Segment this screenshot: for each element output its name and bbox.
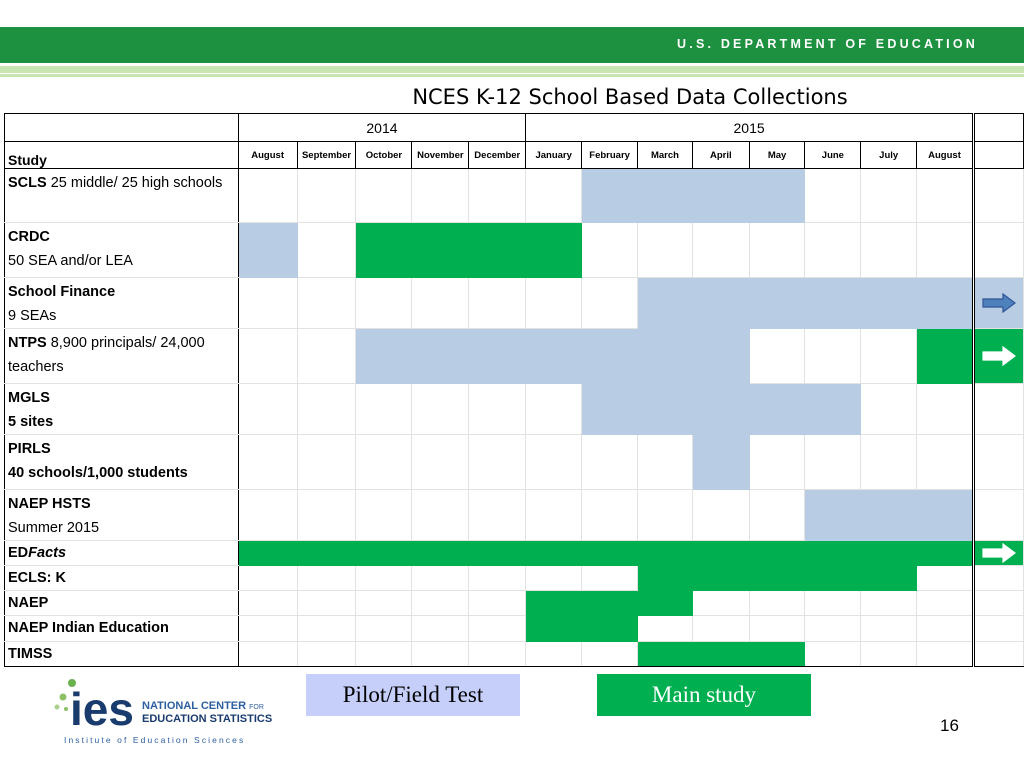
continuation-cell xyxy=(973,384,1023,435)
accent-stripe-thin xyxy=(0,74,1024,77)
month-cell xyxy=(297,278,356,329)
study-row xyxy=(5,490,1024,541)
month-cell xyxy=(356,329,412,384)
study-label xyxy=(5,169,239,223)
month-cell xyxy=(297,490,356,541)
month-cell xyxy=(861,566,917,591)
month-cell xyxy=(412,616,469,642)
month-cell xyxy=(638,223,693,278)
month-cell xyxy=(917,223,974,278)
page-title: NCES K-12 School Based Data Collections xyxy=(412,85,848,109)
agency-name: U.S. DEPARTMENT OF EDUCATION xyxy=(677,37,978,51)
month-cell xyxy=(469,541,526,566)
continuation-cell xyxy=(973,616,1023,642)
month-cell xyxy=(638,278,693,329)
month-cell xyxy=(238,223,297,278)
month-cell xyxy=(638,384,693,435)
month-header: February xyxy=(582,142,638,169)
study-name: SCLS xyxy=(8,175,47,191)
month-cell xyxy=(356,435,412,490)
month-cell xyxy=(749,490,805,541)
study-row xyxy=(5,169,1024,223)
month-cell xyxy=(805,490,861,541)
month-cell xyxy=(692,435,749,490)
month-cell xyxy=(582,642,638,667)
arrow-right-icon xyxy=(981,346,1017,366)
month-cell xyxy=(412,435,469,490)
month-cell xyxy=(861,642,917,667)
month-cell xyxy=(526,278,582,329)
month-cell xyxy=(692,384,749,435)
month-cell xyxy=(861,169,917,223)
month-cell xyxy=(469,566,526,591)
month-header: October xyxy=(356,142,412,169)
month-cell xyxy=(469,642,526,667)
month-cell xyxy=(526,329,582,384)
month-cell xyxy=(638,329,693,384)
month-cell xyxy=(749,278,805,329)
month-cell xyxy=(692,642,749,667)
study-row xyxy=(5,566,1024,591)
month-header: August xyxy=(238,142,297,169)
month-cell xyxy=(692,591,749,616)
study-name: School Finance xyxy=(8,284,116,300)
month-cell xyxy=(297,329,356,384)
month-cell xyxy=(526,566,582,591)
month-cell xyxy=(238,278,297,329)
month-cell xyxy=(297,384,356,435)
continuation-cell xyxy=(973,490,1023,541)
month-cell xyxy=(582,169,638,223)
continuation-cell xyxy=(973,642,1023,667)
month-cell xyxy=(469,169,526,223)
month-cell xyxy=(749,384,805,435)
study-label xyxy=(5,329,239,384)
month-cell xyxy=(356,541,412,566)
month-cell xyxy=(638,566,693,591)
study-name: PIRLS xyxy=(8,441,51,457)
month-cell xyxy=(356,278,412,329)
month-cell xyxy=(297,616,356,642)
ies-logo-mark xyxy=(50,675,290,750)
month-cell xyxy=(805,616,861,642)
month-cell xyxy=(526,490,582,541)
month-cell xyxy=(582,566,638,591)
study-name: CRDC xyxy=(8,229,50,245)
year-header-row xyxy=(5,114,1024,142)
month-cell xyxy=(749,566,805,591)
month-cell xyxy=(412,384,469,435)
study-detail: Summer 2015 xyxy=(8,520,100,536)
study-detail: 40 schools/1,000 students xyxy=(8,465,188,481)
month-cell xyxy=(805,541,861,566)
year-2015: 2015 xyxy=(526,114,974,142)
continuation-cell xyxy=(973,541,1023,566)
month-cell xyxy=(749,616,805,642)
month-cell xyxy=(238,541,297,566)
month-cell xyxy=(582,278,638,329)
month-cell xyxy=(526,384,582,435)
month-cell xyxy=(749,169,805,223)
month-header: March xyxy=(638,142,693,169)
logo-line1: NATIONAL CENTER xyxy=(142,700,247,712)
study-column-header: Study xyxy=(5,142,239,169)
month-cell xyxy=(861,541,917,566)
month-cell xyxy=(412,169,469,223)
month-cell xyxy=(526,591,582,616)
month-cell xyxy=(638,541,693,566)
month-cell xyxy=(412,541,469,566)
month-cell xyxy=(582,541,638,566)
month-cell xyxy=(238,642,297,667)
agency-banner xyxy=(0,27,1024,63)
month-cell xyxy=(805,169,861,223)
month-cell xyxy=(238,490,297,541)
study-row xyxy=(5,223,1024,278)
continuation-cell xyxy=(973,566,1023,591)
month-cell xyxy=(805,642,861,667)
month-cell xyxy=(238,169,297,223)
month-cell xyxy=(469,278,526,329)
month-cell xyxy=(526,541,582,566)
month-cell xyxy=(238,566,297,591)
month-cell xyxy=(297,541,356,566)
continuation-cell xyxy=(973,223,1023,278)
study-row xyxy=(5,435,1024,490)
study-name: ECLS: K xyxy=(8,570,66,586)
month-cell xyxy=(582,329,638,384)
month-cell xyxy=(917,591,974,616)
logo-tagline: Institute of Education Sciences xyxy=(64,735,246,745)
month-header: November xyxy=(412,142,469,169)
arrow-right-icon xyxy=(981,543,1017,563)
page-number: 16 xyxy=(940,716,959,735)
month-cell xyxy=(861,329,917,384)
month-cell xyxy=(356,384,412,435)
month-cell xyxy=(526,616,582,642)
month-cell xyxy=(582,435,638,490)
month-cell xyxy=(917,329,974,384)
month-cell xyxy=(638,616,693,642)
month-cell xyxy=(297,642,356,667)
month-cell xyxy=(526,642,582,667)
month-cell xyxy=(412,329,469,384)
month-cell xyxy=(238,329,297,384)
month-cell xyxy=(412,642,469,667)
month-cell xyxy=(917,169,974,223)
month-cell xyxy=(638,435,693,490)
study-detail: 5 sites xyxy=(8,414,54,430)
month-cell xyxy=(412,490,469,541)
month-cell xyxy=(526,169,582,223)
ies-logo xyxy=(50,675,290,750)
month-cell xyxy=(805,384,861,435)
month-cell xyxy=(297,566,356,591)
month-cell xyxy=(638,169,693,223)
study-row xyxy=(5,384,1024,435)
study-name-prefix: ED xyxy=(8,545,29,561)
study-label xyxy=(5,566,239,591)
month-cell xyxy=(861,616,917,642)
month-cell xyxy=(692,541,749,566)
month-cell xyxy=(917,384,974,435)
month-header: August xyxy=(917,142,974,169)
legend-pilot: Pilot/Field Test xyxy=(306,674,520,716)
month-cell xyxy=(861,591,917,616)
logo-line1-suffix: FOR xyxy=(249,704,264,711)
legend-main: Main study xyxy=(597,674,811,716)
month-cell xyxy=(469,490,526,541)
study-label xyxy=(5,591,239,616)
month-cell xyxy=(297,591,356,616)
month-cell xyxy=(805,435,861,490)
month-cell xyxy=(917,541,974,566)
month-cell xyxy=(412,278,469,329)
month-cell xyxy=(238,435,297,490)
month-cell xyxy=(469,591,526,616)
month-cell xyxy=(356,223,412,278)
month-cell xyxy=(861,278,917,329)
month-cell xyxy=(356,566,412,591)
study-detail: 50 SEA and/or LEA xyxy=(8,253,133,269)
month-cell xyxy=(469,329,526,384)
study-row xyxy=(5,329,1024,384)
month-cell xyxy=(805,223,861,278)
study-name: TIMSS xyxy=(8,646,53,662)
study-name: NTPS xyxy=(8,335,47,351)
month-cell xyxy=(297,435,356,490)
month-cell xyxy=(749,642,805,667)
study-label xyxy=(5,616,239,642)
month-cell xyxy=(238,384,297,435)
month-cell xyxy=(582,591,638,616)
month-cell xyxy=(582,384,638,435)
year-blank xyxy=(973,114,1023,142)
month-cell xyxy=(805,278,861,329)
month-cell xyxy=(582,223,638,278)
month-cell xyxy=(749,541,805,566)
study-label xyxy=(5,435,239,490)
svg-text:NATIONAL CENTER FOR xyxy=(142,700,264,712)
study-label xyxy=(5,278,239,329)
year-2014: 2014 xyxy=(238,114,526,142)
month-cell xyxy=(749,329,805,384)
month-cell xyxy=(805,329,861,384)
study-label xyxy=(5,642,239,667)
month-cell xyxy=(749,435,805,490)
month-cell xyxy=(917,566,974,591)
month-cell xyxy=(917,435,974,490)
month-cell xyxy=(917,642,974,667)
header-blank xyxy=(5,114,239,142)
study-detail: 25 middle/ 25 high schools xyxy=(50,175,223,191)
study-detail: 8,900 principals/ 24,000 teachers xyxy=(8,335,205,375)
month-cell xyxy=(861,384,917,435)
month-cell xyxy=(638,591,693,616)
month-cell xyxy=(861,490,917,541)
study-name: MGLS xyxy=(8,390,50,406)
month-cell xyxy=(805,566,861,591)
study-label xyxy=(5,223,239,278)
month-cell xyxy=(692,329,749,384)
continuation-cell xyxy=(973,278,1023,329)
month-cell xyxy=(469,223,526,278)
month-header: September xyxy=(297,142,356,169)
month-cell xyxy=(917,490,974,541)
continuation-cell xyxy=(973,591,1023,616)
month-cell xyxy=(412,591,469,616)
month-cell xyxy=(469,435,526,490)
month-header: April xyxy=(692,142,749,169)
month-cell xyxy=(412,223,469,278)
study-label xyxy=(5,490,239,541)
month-cell xyxy=(412,566,469,591)
logo-word: ies xyxy=(70,683,134,735)
study-row xyxy=(5,541,1024,566)
accent-stripe xyxy=(0,66,1024,73)
continuation-cell xyxy=(973,169,1023,223)
month-cell xyxy=(356,642,412,667)
logo-line2: EDUCATION STATISTICS xyxy=(142,713,273,725)
month-cell xyxy=(582,490,638,541)
month-header: June xyxy=(805,142,861,169)
study-name-italic: Facts xyxy=(28,545,67,561)
study-row xyxy=(5,642,1024,667)
month-cell xyxy=(692,169,749,223)
study-label xyxy=(5,384,239,435)
month-cell xyxy=(469,384,526,435)
month-cell xyxy=(526,223,582,278)
month-cell xyxy=(749,591,805,616)
month-cell xyxy=(356,169,412,223)
month-cell xyxy=(469,616,526,642)
month-header: July xyxy=(861,142,917,169)
month-cell xyxy=(917,616,974,642)
month-cell xyxy=(749,223,805,278)
month-cell xyxy=(356,490,412,541)
month-header: May xyxy=(749,142,805,169)
month-cell xyxy=(297,223,356,278)
arrow-right-icon xyxy=(981,293,1017,313)
month-header-row xyxy=(5,142,1024,169)
study-name: NAEP Indian Education xyxy=(8,620,169,636)
month-cell xyxy=(238,591,297,616)
month-cell xyxy=(861,223,917,278)
schedule-table xyxy=(4,113,1024,667)
month-header: December xyxy=(469,142,526,169)
study-detail: 9 SEAs xyxy=(8,308,57,324)
study-name: NAEP HSTS xyxy=(8,496,91,512)
month-header-blank xyxy=(973,142,1023,169)
month-cell xyxy=(692,223,749,278)
month-header: January xyxy=(526,142,582,169)
continuation-cell xyxy=(973,329,1023,384)
study-name: NAEP xyxy=(8,595,49,611)
study-label xyxy=(5,541,239,566)
continuation-cell xyxy=(973,435,1023,490)
month-cell xyxy=(805,591,861,616)
study-row xyxy=(5,278,1024,329)
month-cell xyxy=(638,642,693,667)
month-cell xyxy=(356,591,412,616)
month-cell xyxy=(238,616,297,642)
month-cell xyxy=(861,435,917,490)
month-cell xyxy=(582,616,638,642)
study-name xyxy=(8,545,66,561)
study-row xyxy=(5,591,1024,616)
month-cell xyxy=(297,169,356,223)
month-cell xyxy=(692,490,749,541)
month-cell xyxy=(692,616,749,642)
study-row xyxy=(5,616,1024,642)
month-cell xyxy=(692,278,749,329)
month-cell xyxy=(638,490,693,541)
month-cell xyxy=(692,566,749,591)
month-cell xyxy=(526,435,582,490)
month-cell xyxy=(917,278,974,329)
month-cell xyxy=(356,616,412,642)
